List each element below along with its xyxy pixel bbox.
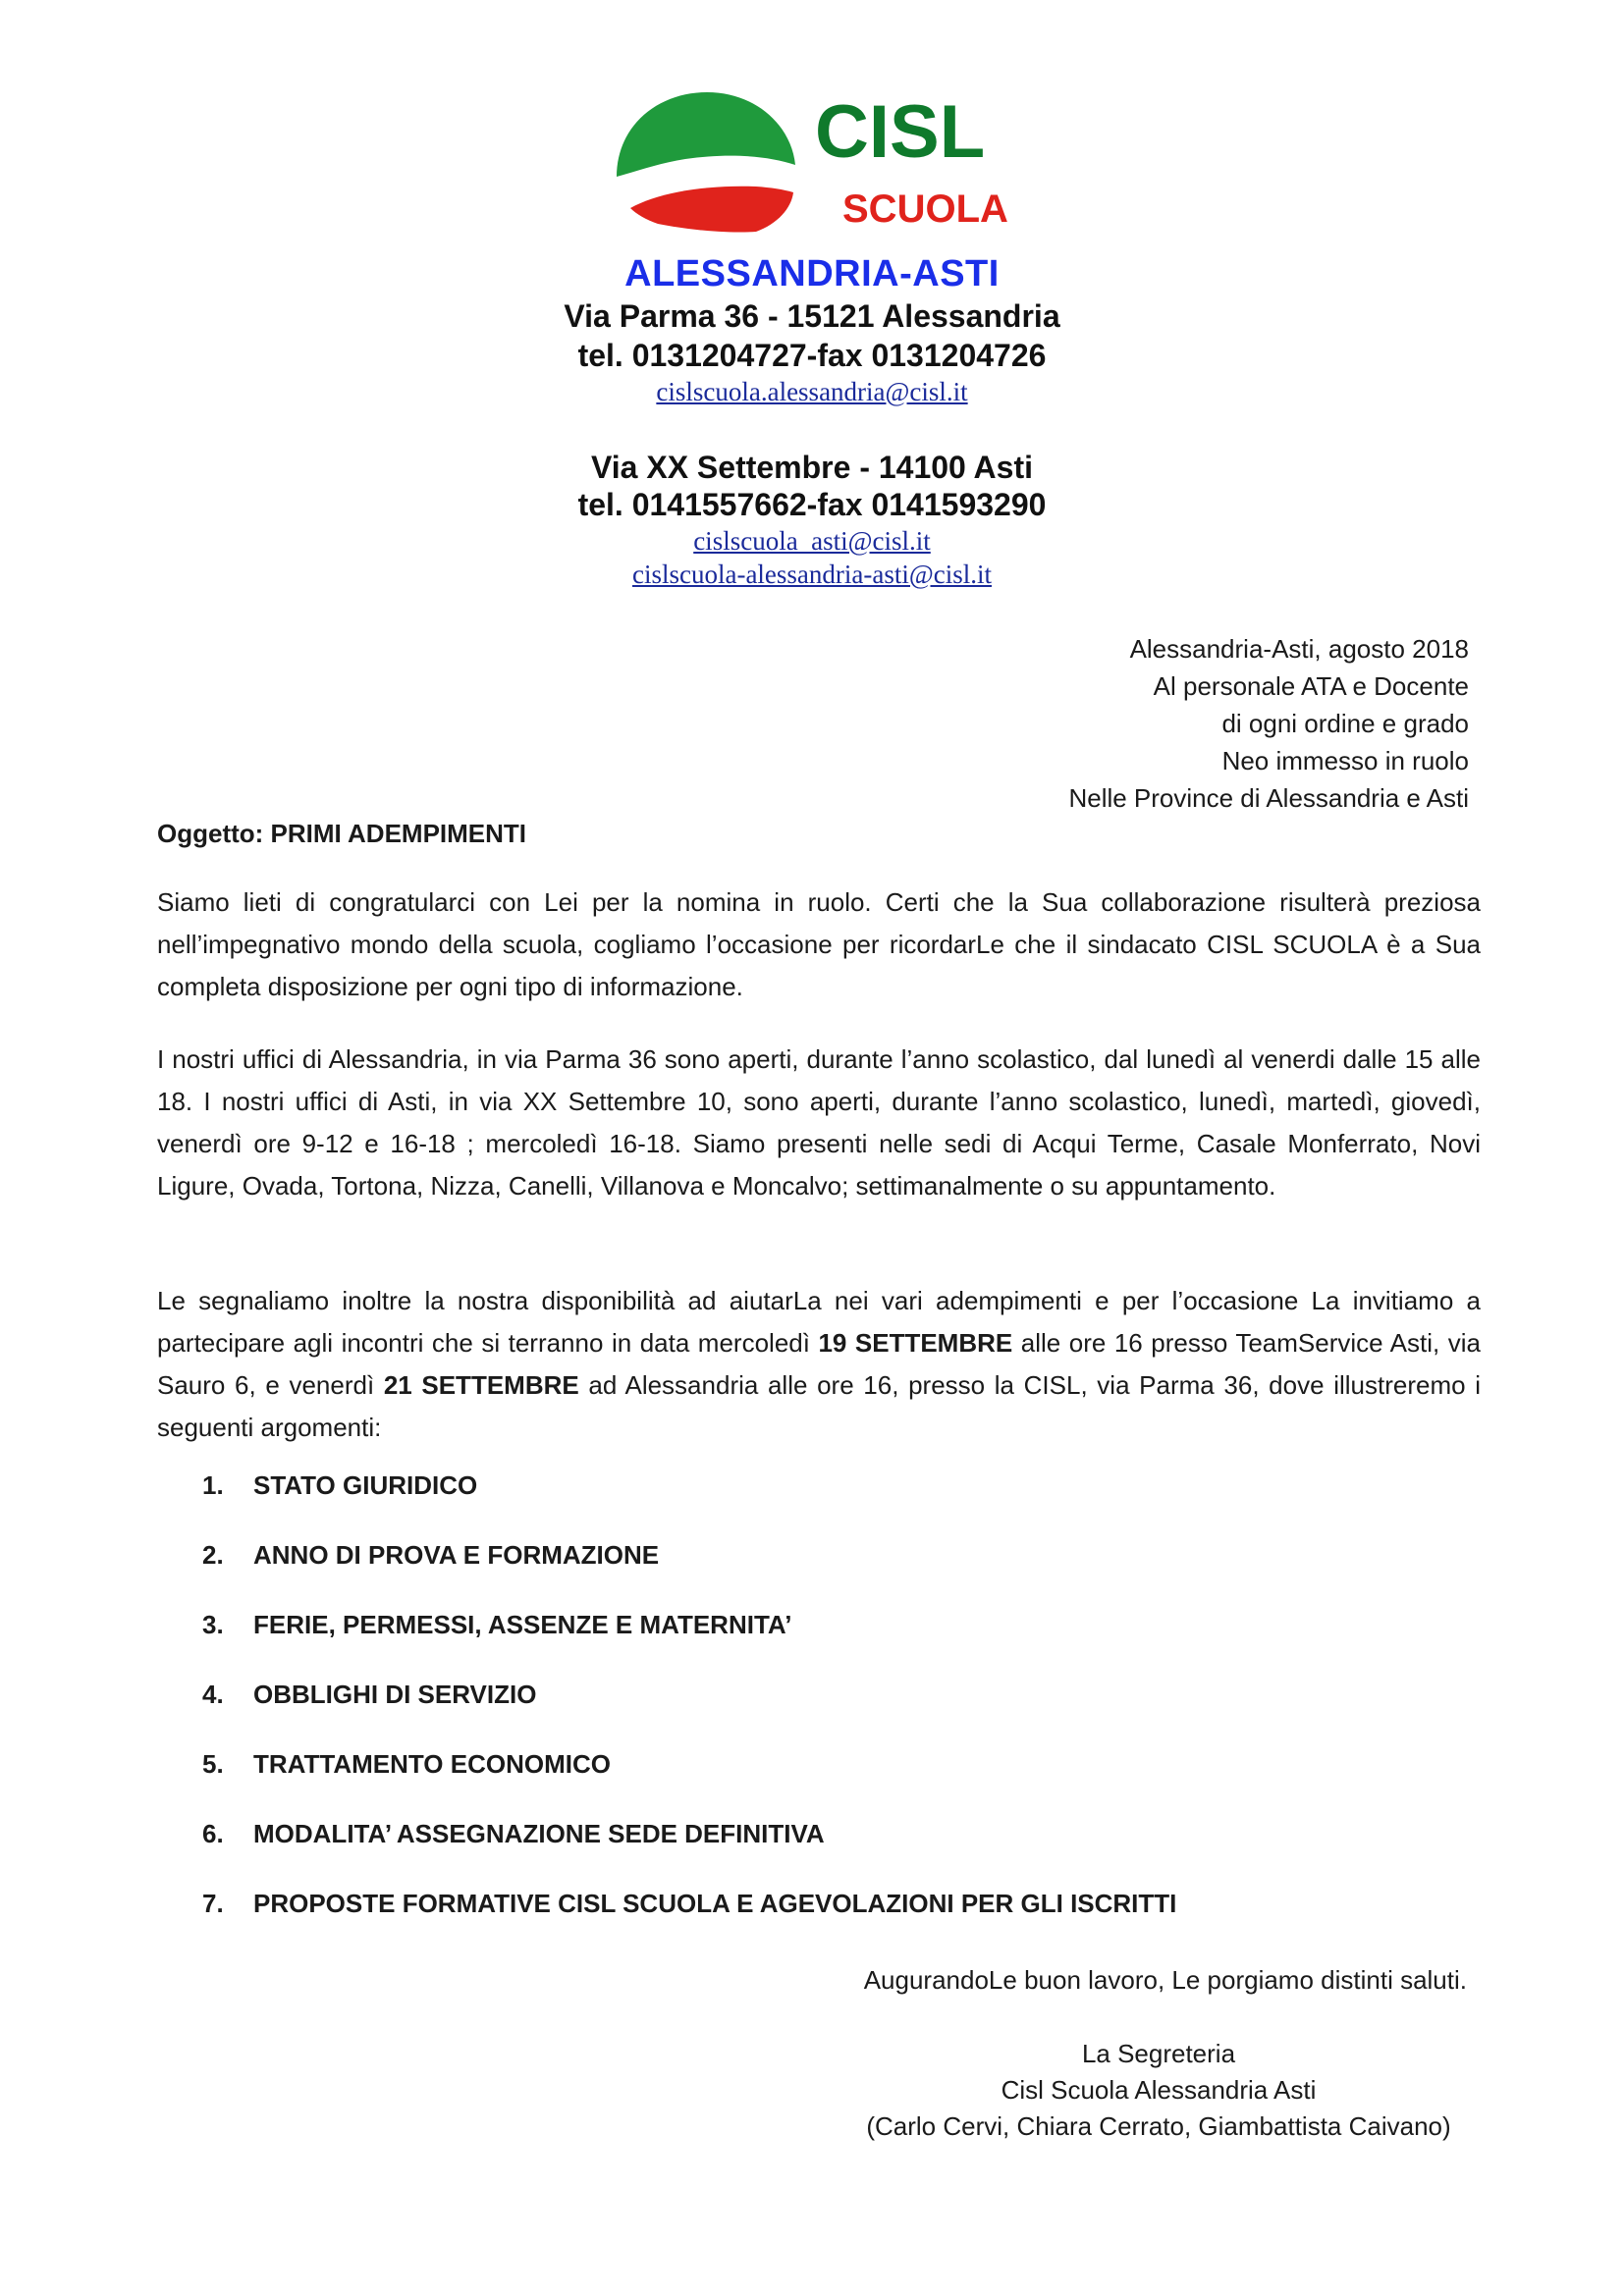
subject-line: Oggetto: PRIMI ADEMPIMENTI (157, 819, 527, 848)
list-item-number: 3. (202, 1610, 224, 1639)
paragraph-office-hours: I nostri uffici di Alessandria, in via Parma 36 sono aperti, durante l’anno scolastico, dal lunedì al venerdi dalle 15 alle 18. I nostri uffici di Asti, in via XX Settembre 10, sono aperti, durante l’anno scolastico, lunedì, martedì, giovedì, venerdì ore 9-12 e 16-18 ; mercoledì 16-18. Siamo presenti nelle sedi di Acqui Terme, Casale Monferrato, Novi Ligure, Ovada, Tortona, Nizza, Canelli, Villanova e Moncalvo; settimanalmente o su appuntamento. (157, 1044, 1481, 1201)
list-item-number: 6. (202, 1819, 224, 1848)
phone-alessandria: tel. 0131204727-fax 0131204726 (577, 338, 1047, 373)
header-title: ALESSANDRIA-ASTI (624, 253, 1000, 294)
list-item (202, 1680, 1176, 1749)
date-line: Alessandria-Asti, agosto 2018 (1129, 634, 1469, 664)
signature-block (844, 2036, 1473, 2145)
meeting-date-asti: 19 SETTEMBRE (818, 1328, 1013, 1358)
list-item-label: PROPOSTE FORMATIVE CISL SCUOLA E AGEVOLAZIONI PER GLI ISCRITTI (253, 1889, 1177, 1918)
list-item-number: 4. (202, 1680, 224, 1709)
recipient-line-1: Al personale ATA e Docente (1153, 671, 1469, 701)
recipient-line-4: Nelle Province di Alessandria e Asti (1068, 783, 1469, 813)
list-item (202, 1540, 1176, 1610)
list-item-number: 7. (202, 1889, 224, 1918)
list-item-number: 5. (202, 1749, 224, 1779)
list-item-label: STATO GIURIDICO (253, 1470, 478, 1500)
list-item-label: ANNO DI PROVA E FORMAZIONE (253, 1540, 660, 1570)
meeting-date-alessandria: 21 SETTEMBRE (383, 1370, 579, 1400)
list-item-label: OBBLIGHI DI SERVIZIO (253, 1680, 537, 1709)
email-link-alessandria[interactable]: cislscuola.alessandria@cisl.it (656, 377, 968, 406)
list-item-number: 1. (202, 1470, 224, 1500)
closing-line: AugurandoLe buon lavoro, Le porgiamo distinti saluti. (863, 1965, 1467, 1995)
address-alessandria: Via Parma 36 - 15121 Alessandria (564, 298, 1060, 334)
paragraph-meetings-part-c: alle ore 16 presso TeamService Asti, via Sauro 6, e venerdì (157, 1328, 1481, 1400)
email-link-asti[interactable]: cislscuola_asti@cisl.it (693, 526, 931, 556)
phone-asti: tel. 0141557662-fax 0141593290 (577, 487, 1047, 522)
list-item (202, 1889, 1176, 1958)
list-item (202, 1749, 1176, 1819)
cisl-scuola-logo (609, 86, 1021, 243)
paragraph-meetings-part-e: ad Alessandria alle ore 16, presso la CISL, via Parma 36, dove illustreremo i seguenti argomenti: (157, 1370, 1481, 1442)
cisl-logo-graphic (609, 86, 1021, 243)
list-item (202, 1819, 1176, 1889)
paragraph-meetings (157, 1280, 1481, 1449)
paragraph-meetings-part-a: Le segnaliamo inoltre la nostra disponibilità ad aiutarLa nei vari adempimenti e per l’occasione La invitiamo a partecipare agli incontri che si terranno in data mercoledì (157, 1286, 1481, 1358)
recipient-line-2: di ogni ordine e grado (1221, 709, 1469, 738)
signature-line-3: (Carlo Cervi, Chiara Cerrato, Giambattista Caivano) (866, 2111, 1451, 2141)
recipient-block (1068, 630, 1469, 817)
list-item (202, 1470, 1176, 1540)
recipient-line-3: Neo immesso in ruolo (1221, 746, 1469, 775)
address-asti: Via XX Settembre - 14100 Asti (591, 450, 1033, 485)
signature-line-1: La Segreteria (1081, 2039, 1236, 2068)
signature-line-2: Cisl Scuola Alessandria Asti (1001, 2075, 1317, 2105)
list-item (202, 1610, 1176, 1680)
topics-list (202, 1470, 1176, 1958)
list-item-number: 2. (202, 1540, 224, 1570)
logo-text-scuola: SCUOLA (842, 187, 1008, 231)
list-item-label: FERIE, PERMESSI, ASSENZE E MATERNITA’ (253, 1610, 792, 1639)
paragraph-congratulations: Siamo lieti di congratularci con Lei per la nomina in ruolo. Certi che la Sua collaborazione risulterà preziosa nell’impegnativo mondo della scuola, cogliamo l’occasione per ricordarLe che il sindacato CISL SCUOLA è a Sua completa disposizione per ogni tipo di informazione. (157, 887, 1481, 1001)
list-item-label: TRATTAMENTO ECONOMICO (253, 1749, 611, 1779)
email-link-alessandria-asti[interactable]: cislscuola-alessandria-asti@cisl.it (631, 560, 992, 589)
list-item-label: MODALITA’ ASSEGNAZIONE SEDE DEFINITIVA (253, 1819, 825, 1848)
logo-text-cisl: CISL (815, 90, 986, 174)
